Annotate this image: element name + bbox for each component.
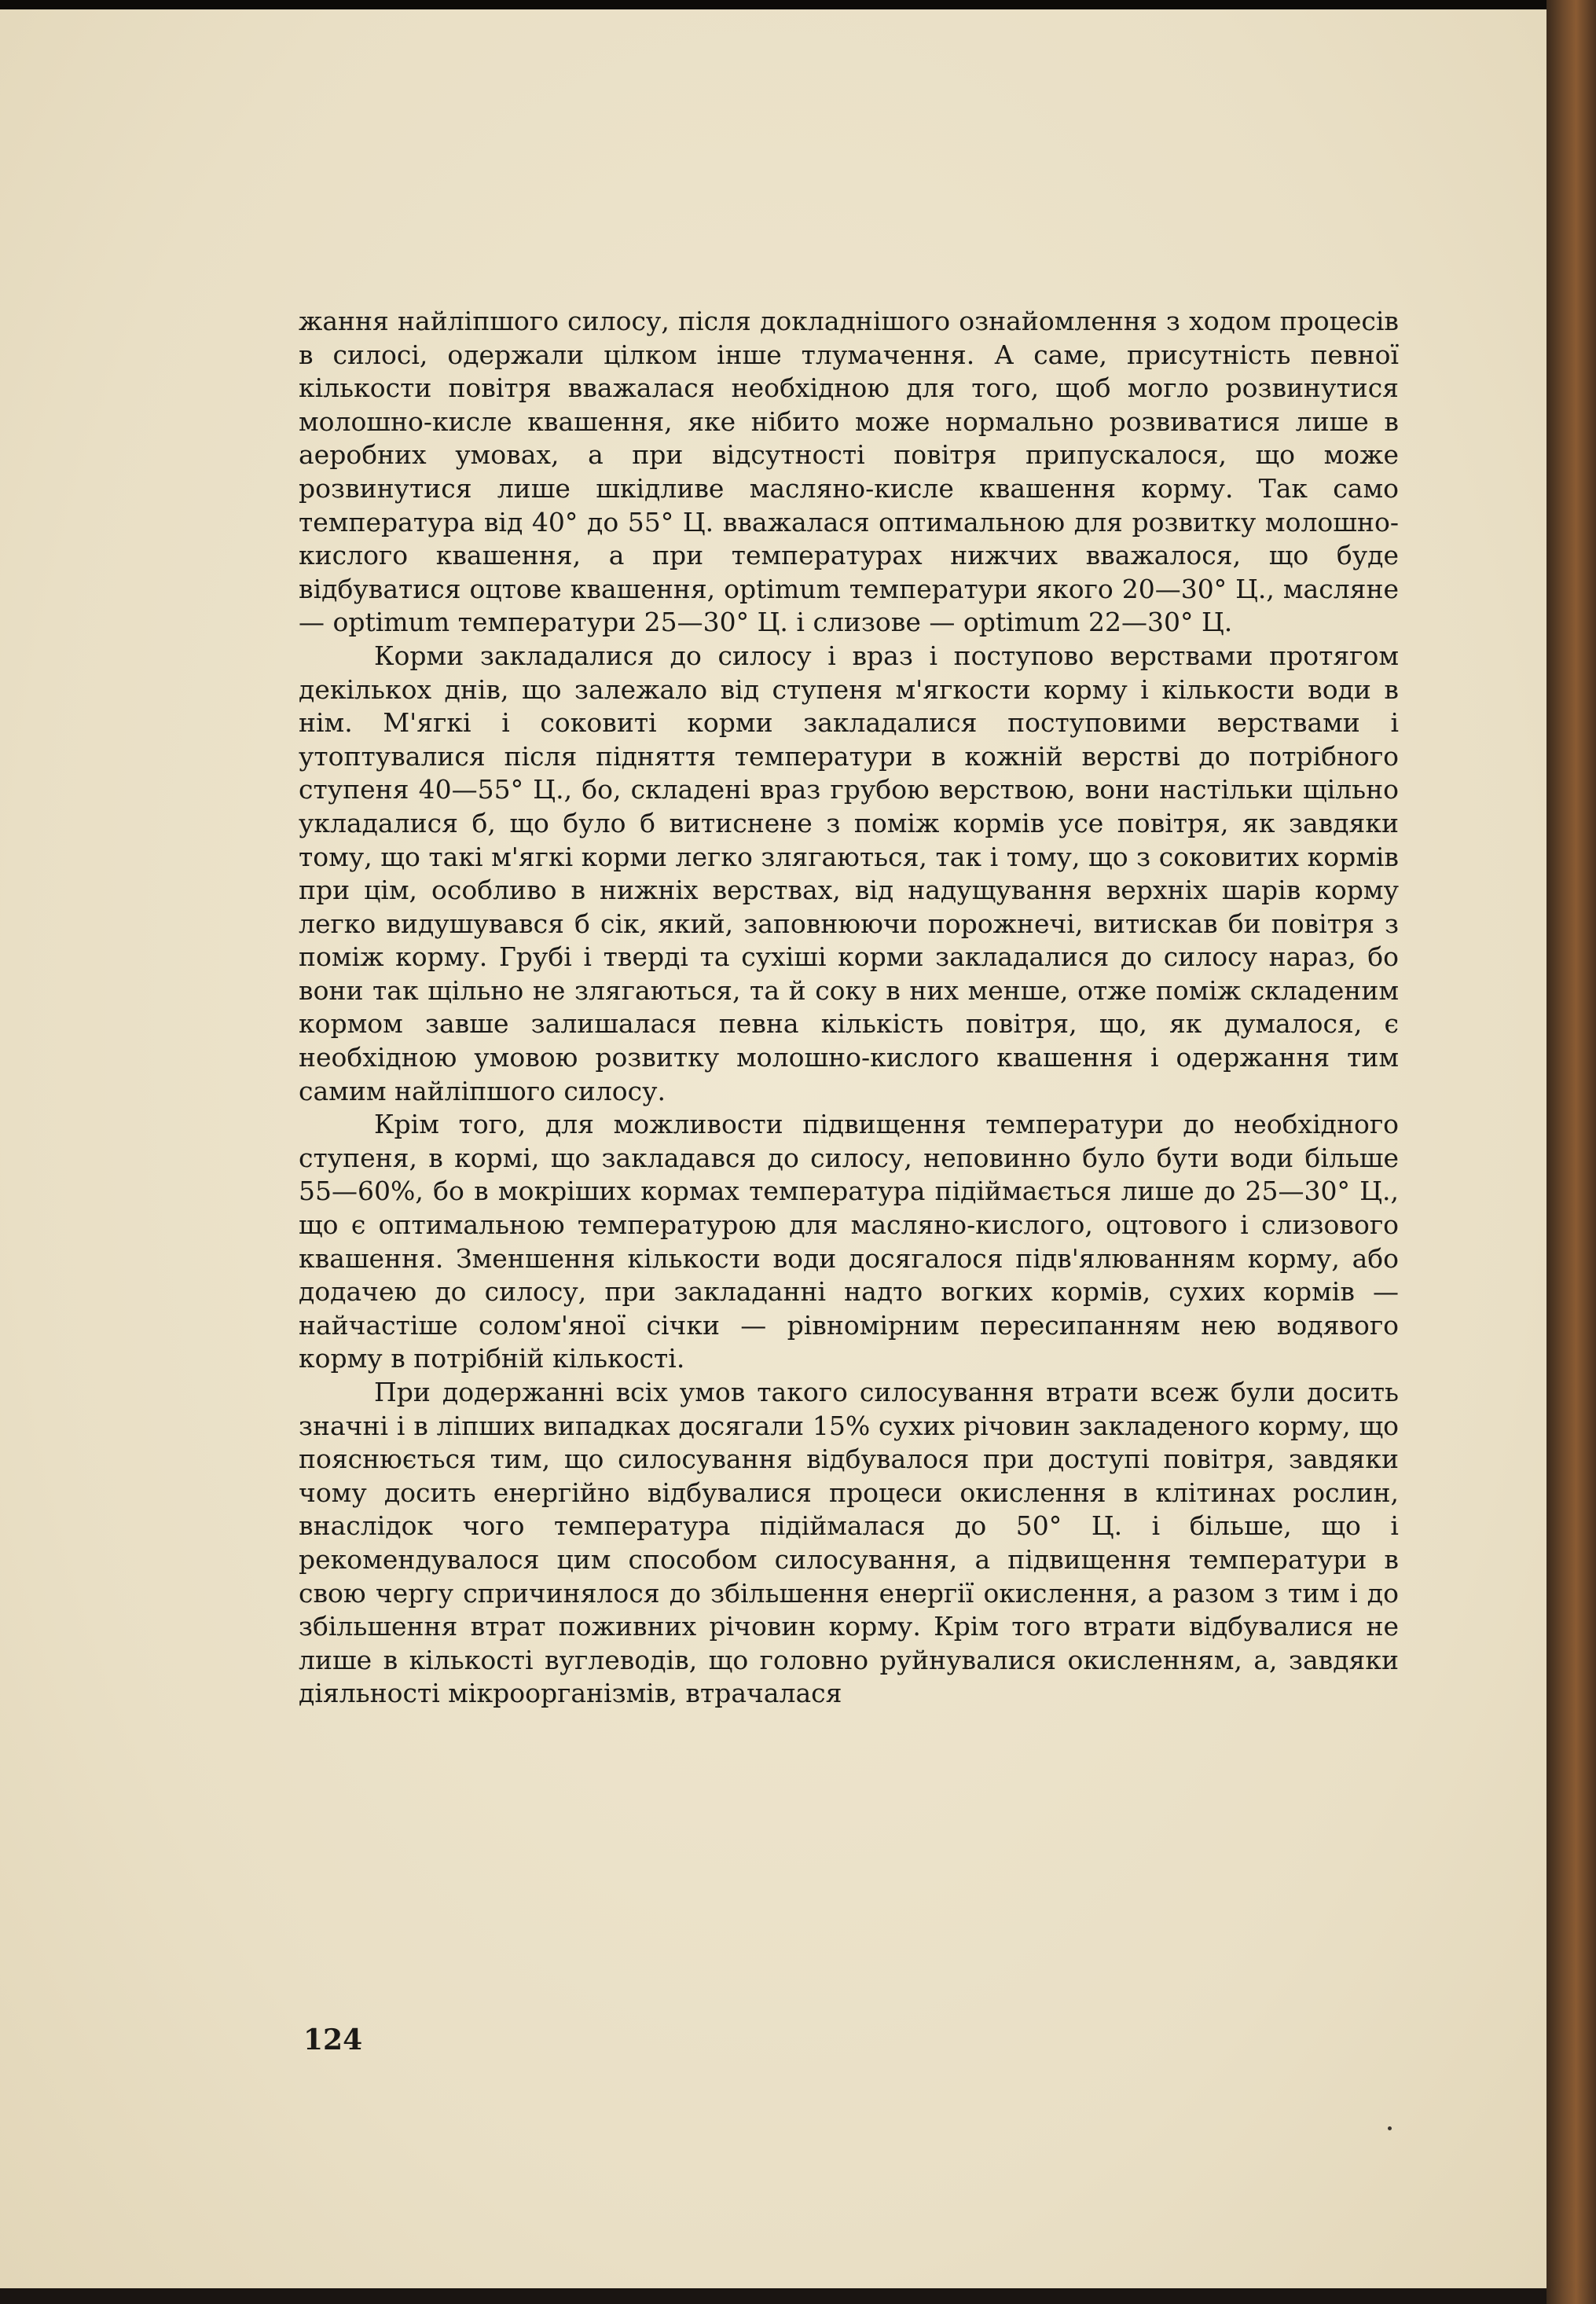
- scan-top-edge: [0, 0, 1596, 9]
- body-text: [299, 305, 1399, 1711]
- paragraph-1: жання найліпшого силосу, після докладнішого ознайомлення з ходом процесів в силосі, одержали цілком інше тлумачення. А саме, присутність певної кількости повітря вважалася необхідною для того, щоб могло розвинутися молошно-кисле квашення, яке нібито може нормально розвиватися лише в аеробних умовах, а при відсутності повітря припускалося, що може розвинутися лише шкідливе масляно-кисле квашення корму. Так само температура від 40° до 55° Ц. вважалася оптимальною для розвитку молошно-кислого квашення, а при температурах нижчих вважалося, що буде відбуватися оцтове квашення, optimum температури якого 20—30° Ц., масляне — optimum температури 25—30° Ц. і слизове — optimum 22—30° Ц.: [299, 306, 1399, 638]
- paragraph-3: Крім того, для можливости підвищення температури до необхідного ступеня, в кормі, що закладався до силосу, неповинно було бути води більше 55—60%, бо в мокріших кормах температура підіймається лише до 25—30° Ц., що є оптимальною температурою для масляно-кислого, оцтового і слизового квашення. Зменшення кількости води досягалося підв'ялюванням корму, або додачею до силосу, при закладанні надто вогких кормів, сухих кормів — найчастіше солом'яної січки — рівномірним пересипанням нею водявого корму в потрібній кількості.: [299, 1109, 1399, 1374]
- book-spine-edge: [1546, 0, 1596, 2304]
- page-number: 124: [303, 2023, 363, 2056]
- paragraph-2: Корми закладалися до силосу і враз і поступово верствами протягом декількох днів, що залежало від ступеня м'ягкости корму і кількости води в нім. М'ягкі і соковиті корми закладалися поступовими верствами і утоптувалися після підняття температури в кожній верстві до потрібного ступеня 40—55° Ц., бо, складені враз грубою верствою, вони настільки щільно укладалися б, що було б витиснене з поміж кормів усе повітря, як завдяки тому, що такі м'ягкі корми легко злягаються, так і тому, що з соковитих кормів при цім, особливо в нижніх верствах, від надущування верхніх шарів корму легко видушувався б сік, який, заповнюючи порожнечі, витискав би повітря з поміж корму. Грубі і тверді та сухіші корми закладалися до силосу нараз, бо вони так щільно не злягаються, та й соку в них менше, отже поміж складеним кормом завше залишалася певна кількість повітря, що, як думалося, є необхідною умовою розвитку молошно-кислого квашення і одержання тим самим найліпшого силосу.: [299, 640, 1399, 1106]
- scan-speck: [1388, 2126, 1392, 2130]
- paragraph-4: При додержанні всіх умов такого силосування втрати всеж були досить значні і в ліпших випадках досягали 15% сухих річовин закладеного корму, що пояснюється тим, що силосування відбувалося при доступі повітря, завдяки чому досить енергійно відбувалися процеси окислення в клітинах рослин, внаслідок чого температура підіймалася до 50° Ц. і більше, що і рекомендувалося цим способом силосування, а підвищення температури в свою чергу спричинялося до збільшення енергії окислення, а разом з тим і до збільшення втрат поживних річовин корму. Крім того втрати відбувалися не лише в кількості вуглеводів, що головно руйнувалися окисленням, а, завдяки діяльності мікроорганізмів, втрачалася: [299, 1377, 1399, 1709]
